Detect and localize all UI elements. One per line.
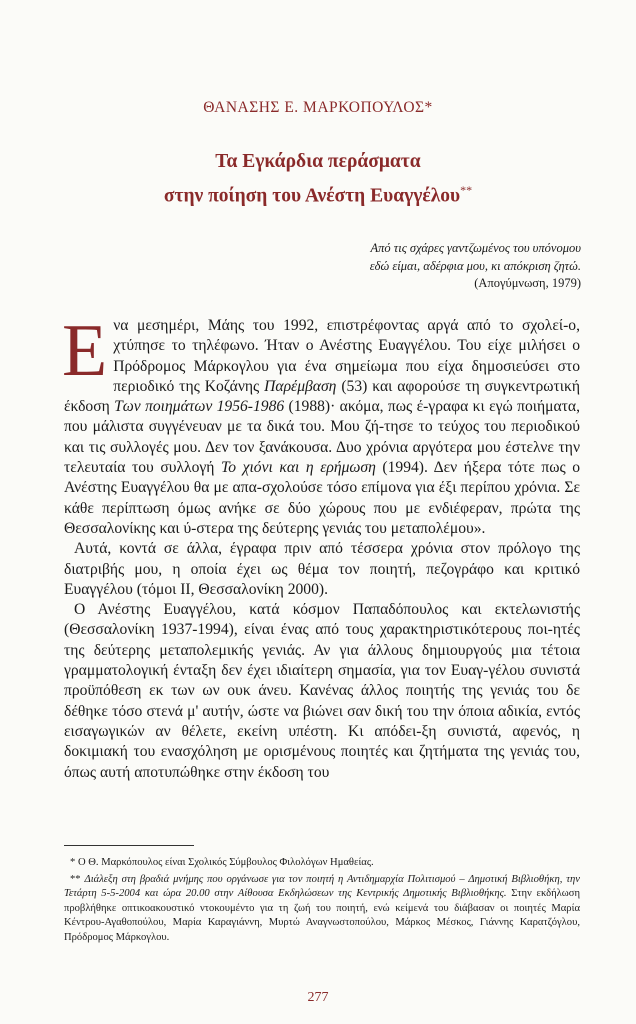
p1-text-a: να μεσημέρι, Μάης του 1992, επιστρέφοντας αργά από το σχολεί-ο, χτύπησε το τηλέφωνο. Ήταν ο Ανέστης Ευαγγέλου. Του είχε μιλήσει ο Πρόδρομος Μάρκογλου για ένα σημείωμα που είχα δημοσιεύσει στο περιοδικό της Κοζάνης [113,317,580,395]
article-author: ΘΑΝΑΣΗΣ Ε. ΜΑΡΚΟΠΟΥΛΟΣ* [203,99,433,116]
p1-journal-title: Παρέμβαση [264,377,337,395]
paragraph-2: Αυτά, κοντά σε άλλα, έγραφα πριν από τέσσερα χρόνια στον πρόλογο της διατριβής μου, η οποία έχει ως θέμα τον ποιητή, πεζογράφο και κριτικό Ευαγγέλου (τόμοι ΙΙ, Θεσσαλονίκη 2000). [64,540,580,598]
page-number: 277 [307,990,329,1005]
epigraph-line-1: Από τις σχάρες γαντζωμένος του υπόνομου [370,241,581,255]
title-line-2-text: στην ποίηση του Ανέστη Ευαγγέλου [163,185,461,207]
footnote-divider [64,845,194,846]
title-line-1: Τα Εγκάρδια περάσματα [215,151,421,172]
p1-text-g: (1994). Δεν ήξερα τότε πως ο Ανέστης Ευαγγέλου θα με απα-σχολούσε τόσο επίμονα για έξι περίπου χρόνια. Σε κάθε περίπτωση όμως ανήκε σε δύο χώρους που με ενδιέφεραν, πρώτα της Θεσσαλονίκης και ύ-στερα της δεύτερης γενιάς του μεταπολέμου». [64,459,580,537]
epigraph-source: (Απογύμνωση, 1979) [474,276,581,290]
paragraph-1 [62,310,581,539]
footnote-2-mark: ** [70,873,85,885]
footnote-1: * Ο Θ. Μαρκόπουλος είναι Σχολικός Σύμβουλος Φιλολόγων Ημαθείας. [70,857,374,868]
p1-text-c: (53) και αφορούσε τη συγκεντρωτική έκδοση [64,377,580,416]
article-title [0,148,636,211]
epigraph [181,240,581,293]
epigraph-line-2: εδώ είμαι, αδέρφια μου, κι απόκριση ζητώ. [369,258,581,273]
p1-book-title-2: Το χιόνι και η ερήμωση [220,459,376,477]
footnote-2-rest: Στην εκδήλωση προβλήθηκε οπτικοακουστικό ντοκουμέντο για τη ζωή του ποιητή, ενώ κείμενά του διάβασαν οι ποιητές Μαρία Κέντρου-Αγαθοπούλου, Μαρία Καραγιάννη, Μυρτώ Αναγνωστοπούλου, Μάρκος Μέσκος, Γιάννης Καρατζόγλου, Πρόδρομος Μάρκογλου. [64,888,580,943]
paragraph-3: Ο Ανέστης Ευαγγέλου, κατά κόσμον Παπαδόπουλος και εκτελωνιστής (Θεσσαλονίκη 1937-1994), είναι ένας από τους χαρακτηριστικότερους ποι-ητές της δεύτερης μεταπολεμικής γενιάς. Αν για άλλους δημιουργούς μια τέτοια γραμματολογική ένταξη δεν έχει ιδιαίτερη σημασία, για τον Ευαγ-γέλου συνιστά προϋπόθεση εκ των ων ουκ άνευ. Κανένας άλλος ποιητής της γενιάς του δε δέθηκε τόσο στενά μ' αυτήν, ώστε να βιώνει σαν δική του την όποια αδικία, εντός εισαγωγικών αν θέλετε, εκείνη υπέστη. Κι απόδει-ξη συνιστά, αφενός, η δοκιμιακή του ενασχόληση με ορισμένους ποιητές και ζητήματα της γενιάς του, όπως αυτή αποτυπώθηκε στην έκδοση του [64,601,580,781]
drop-cap: Ε [62,310,108,392]
article-body [62,310,581,783]
title-line-2 [0,176,636,211]
footnote-2-italic: Διάλεξη στη βραδιά μνήμης που οργάνωσε για τον ποιητή η Αντιδημαρχία Πολιτισμού – Δημοτική Βιβλιοθήκη, την Τετάρτη 5-5-2004 και ώρα 20.00 στην Αίθουσα Εκδηλώσεων της Κεντρικής Δημοτικής Βιβλιοθήκης. [64,873,580,900]
footnotes [64,856,580,948]
footnote-2 [64,873,580,946]
title-footnote-mark: ** [460,183,473,197]
p1-book-title-1: Των ποιημάτων 1956-1986 [114,398,285,416]
p1-text-e: (1988)· ακόμα, πως έ-γραφα κι εγώ ποιήματα, που μάλιστα συγγένευαν με τα δικά του. Μου ζή-τησε το τεύχος του περιοδικού και τις συλλογές μου. Δεν τον ξανάκουσα. Δυο χρόνια αργότερα μου έστελνε την τελευταία του συλλογή [64,398,581,477]
